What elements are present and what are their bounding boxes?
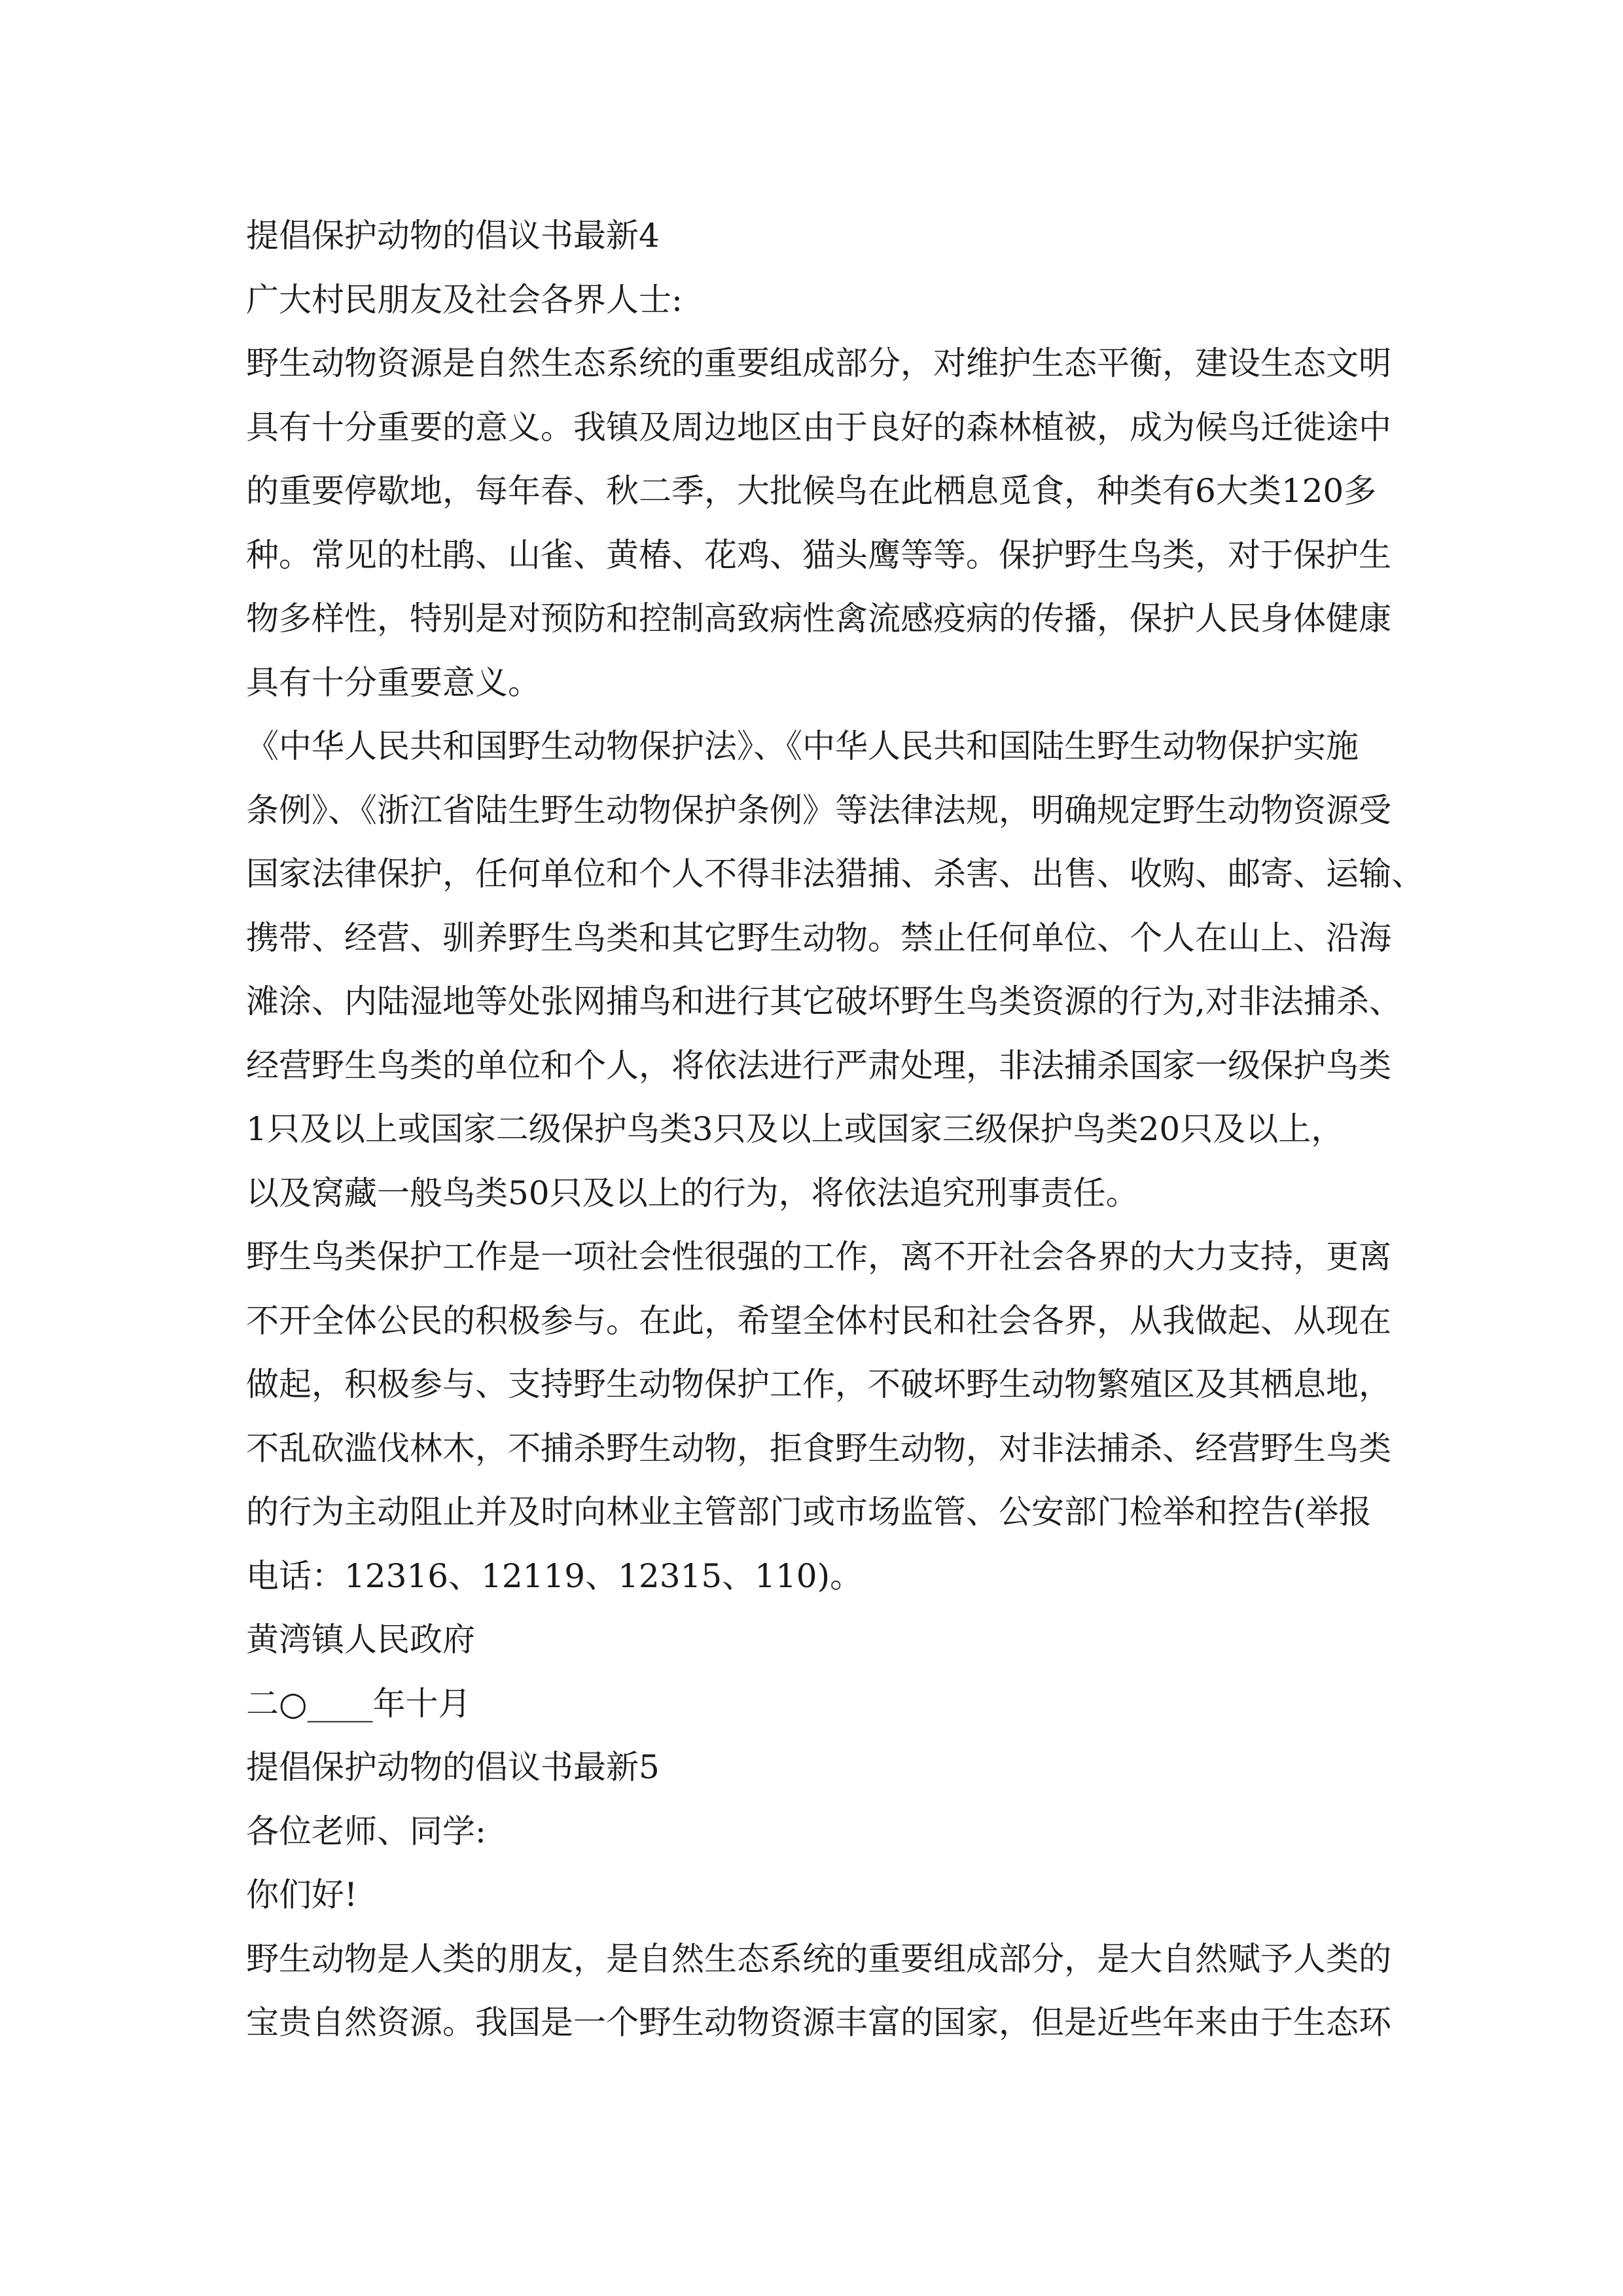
doc-line: 以及窝藏一般鸟类50只及以上的行为，将依法追究刑事责任。 <box>246 1174 1139 1212</box>
doc-line: 《中华人民共和国野生动物保护法》、《中华人民共和国陆生野生动物保护实施 <box>246 727 1359 765</box>
doc-line: 野生鸟类保护工作是一项社会性很强的工作，离不开社会各界的大力支持，更离 <box>246 1238 1391 1276</box>
doc-line: 的重要停歇地，每年春、秋二季，大批候鸟在此栖息觅食，种类有6大类120多 <box>246 472 1377 510</box>
doc-line: 提倡保护动物的倡议书最新5 <box>246 1748 660 1786</box>
doc-line: 的行为主动阻止并及时向林业主管部门或市场监管、公安部门检举和控告(举报 <box>246 1493 1372 1531</box>
doc-line: 黄湾镇人民政府 <box>246 1621 475 1659</box>
doc-line: 国家法律保护，任何单位和个人不得非法猎捕、杀害、出售、收购、邮寄、运输、 <box>246 855 1424 893</box>
doc-line: 滩涂、内陆湿地等处张网捕鸟和进行其它破坏野生鸟类资源的行为,对非法捕杀、 <box>246 982 1402 1020</box>
doc-line: 具有十分重要的意义。我镇及周边地区由于良好的森林植被，成为候鸟迁徙途中 <box>246 408 1391 446</box>
doc-line: 野生动物是人类的朋友，是自然生态系统的重要组成部分，是大自然赋予人类的 <box>246 1939 1391 1978</box>
doc-line: 提倡保护动物的倡议书最新4 <box>246 217 660 255</box>
doc-line: 携带、经营、驯养野生鸟类和其它野生动物。禁止任何单位、个人在山上、沿海 <box>246 918 1391 957</box>
doc-line: 二○____年十月 <box>246 1684 471 1723</box>
doc-line: 具有十分重要意义。 <box>246 663 541 702</box>
doc-line: 你们好! <box>246 1876 358 1914</box>
doc-line: 各位老师、同学: <box>246 1812 486 1850</box>
doc-line: 宝贵自然资源。我国是一个野生动物资源丰富的国家，但是近些年来由于生态环 <box>246 2003 1391 2041</box>
doc-line: 不乱砍滥伐林木，不捕杀野生动物，拒食野生动物，对非法捕杀、经营野生鸟类 <box>246 1429 1391 1467</box>
doc-line: 做起，积极参与、支持野生动物保护工作，不破坏野生动物繁殖区及其栖息地， <box>246 1365 1391 1403</box>
doc-line: 条例》、《浙江省陆生野生动物保护条例》等法律法规，明确规定野生动物资源受 <box>246 791 1391 829</box>
document-page <box>246 204 1424 2055</box>
doc-line: 物多样性，特别是对预防和控制高致病性禽流感疫病的传播，保护人民身体健康 <box>246 600 1391 637</box>
doc-line: 电话：12316、12119、12315、110)。 <box>246 1556 863 1595</box>
doc-line: 不开全体公民的积极参与。在此，希望全体村民和社会各界，从我做起、从现在 <box>246 1301 1391 1340</box>
doc-line: 经营野生鸟类的单位和个人，将依法进行严肃处理，非法捕杀国家一级保护鸟类 <box>246 1046 1391 1085</box>
doc-line: 1只及以上或国家二级保护鸟类3只及以上或国家三级保护鸟类20只及以上， <box>246 1110 1344 1148</box>
doc-line: 种。常见的杜鹃、山雀、黄椿、花鸡、猫头鹰等等。保护野生鸟类，对于保护生 <box>246 535 1391 574</box>
doc-line: 广大村民朋友及社会各界人士: <box>246 280 683 319</box>
doc-line: 野生动物资源是自然生态系统的重要组成部分，对维护生态平衡，建设生态文明 <box>246 344 1391 382</box>
